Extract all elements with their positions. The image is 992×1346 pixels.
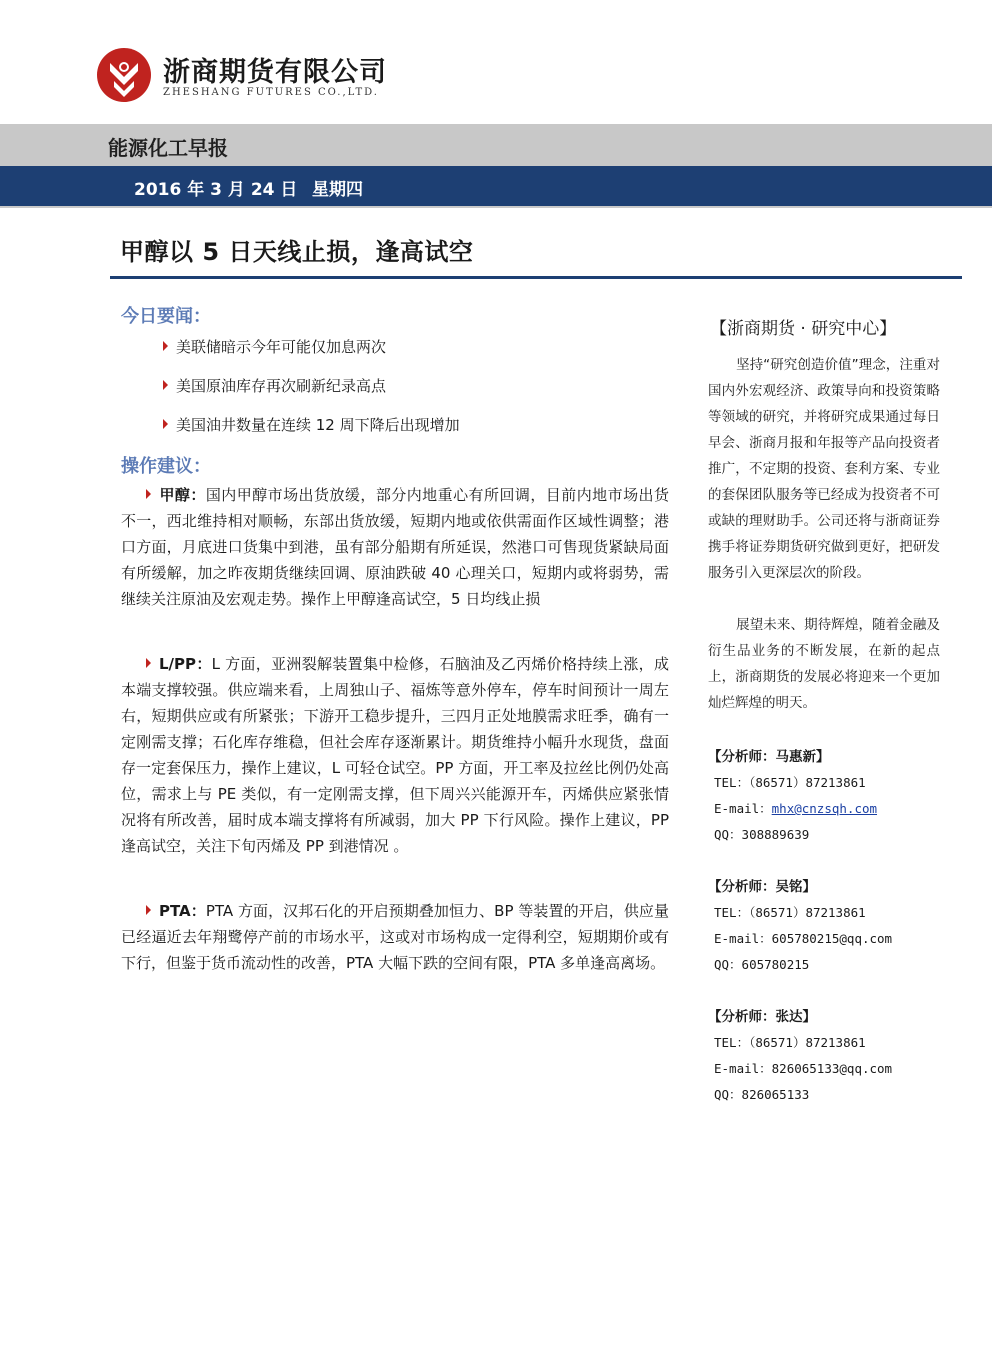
company-name-cn: 浙商期货有限公司 [163, 57, 387, 88]
headline-divider [110, 276, 962, 279]
analyst-tel: TEL：（86571）87213861 [714, 905, 866, 920]
research-center-outlook [708, 612, 940, 716]
company-name-en: ZHESHANG FUTURES CO.,LTD. [163, 87, 379, 98]
analyst-email-line [714, 1059, 892, 1077]
advice-text: 国内甲醇市场出货放缓，部分内地重心有所回调，目前内地市场出货不一，西北维持相对顺畅，东部出货放缓，短期内地或依供需面作区域性调整；港口方面，月底进口货集中到港，虽有部分船期有所延误，然港口可售现货紧缺局面有所缓解，加之昨夜期货继续回调、原油跌破 40 心理关口，短期内或将弱势，需继续关注原油及宏观走势。操作上甲醇逢高试空，5 日均线止损 [121, 486, 669, 608]
report-weekday: 星期四 [312, 180, 363, 200]
advice-lead: L/PP： [159, 655, 212, 673]
news-item [163, 375, 386, 396]
news-item-text: 美国原油库存再次刷新纪录高点 [176, 377, 387, 395]
analyst-qq: QQ：826065133 [714, 1087, 810, 1102]
analyst-name: 【分析师：吴铭】 [708, 879, 816, 895]
research-center-title: 【浙商期货 · 研究中心】 [710, 319, 897, 339]
email-label: E-mail： [714, 931, 772, 946]
advice-text: PTA 方面，汉邦石化的开启预期叠加恒力、BP 等装置的开启，供应量已经逼近去年翔鹭停产前的市场水平，这或对市场构成一定得利空，短期期价或有下行，但鉴于货币流动性的改善，PTA 大幅下跌的空间有限，PTA 多单逢高离场。 [121, 902, 670, 972]
bullet-arrow-icon [163, 419, 168, 429]
research-center-para: 坚持“研究创造价值”理念，注重对国内外宏观经济、政策导向和投资策略等领域的研究，并将研究成果通过每日早会、浙商月报和年报等产品向投资者推广，不定期的投资、套利方案、专业的套保团队服务等已经成为投资者不可或缺的理财助手。公司还将与浙商证券携手将证券期货研究做到更好，把研发服务引入更深层次的阶段。 [708, 357, 940, 581]
date-band [0, 166, 992, 208]
company-logo-icon [96, 47, 152, 103]
analyst-tel: TEL：（86571）87213861 [714, 775, 866, 790]
bullet-arrow-icon [146, 905, 151, 915]
news-item [163, 414, 460, 435]
analyst-email-line [714, 799, 877, 817]
analyst-qq: QQ：308889639 [714, 827, 810, 842]
analyst-qq: QQ：605780215 [714, 957, 810, 972]
email-label: E-mail： [714, 801, 772, 816]
bullet-arrow-icon [146, 658, 151, 668]
research-center-para: 展望未来、期待辉煌，随着金融及衍生品业务的不断发展，在新的起点上，浙商期货的发展必将迎来一个更加灿烂辉煌的明天。 [708, 617, 940, 711]
email-label: E-mail： [714, 1061, 772, 1076]
analyst-tel: TEL：（86571）87213861 [714, 1035, 866, 1050]
advice-text: L 方面，亚洲裂解装置集中检修，石脑油及乙丙烯价格持续上涨，成本端支撑较强。供应端来看，上周独山子、福炼等意外停车，停车时间预计一周左右，短期供应或有所紧张；下游开工稳步提升，三四月正处地膜需求旺季，确有一定刚需支撑；石化库存维稳，但社会库存逐渐累计。期货维持小幅升水现货，盘面存一定套保压力，操作上建议，L 可轻仓试空。PP 方面，开工率及拉丝比例仍处高位，需求上与 PE 类似，有一定刚需支撑，但下周兴兴能源开车，丙烯供应紧张情况将有所改善，届时成本端支撑将有所减弱，加大 PP 下行风险。操作上建议，PP 逢高试空，关注下旬丙烯及 PP 到港情况 。 [121, 655, 669, 855]
analyst-email: 605780215@qq.com [771, 931, 893, 946]
report-date: 2016 年 3 月 24 日 [134, 180, 298, 200]
analyst-email-line [714, 929, 892, 947]
analyst-name: 【分析师：马惠新】 [708, 749, 830, 765]
advice-paragraph-pta [121, 898, 669, 976]
research-center-intro [708, 352, 940, 586]
advice-lead: PTA： [159, 902, 206, 920]
bullet-arrow-icon [163, 341, 168, 351]
bullet-arrow-icon [163, 380, 168, 390]
report-type: 能源化工早报 [108, 136, 228, 160]
bullet-arrow-icon [146, 489, 151, 499]
news-item-text: 美联储暗示今年可能仅加息两次 [176, 338, 387, 356]
news-item-text: 美国油井数量在连续 12 周下降后出现增加 [176, 416, 460, 434]
news-section-title: 今日要闻： [121, 306, 211, 327]
advice-lead: 甲醇： [159, 486, 206, 504]
analyst-email-link[interactable]: mhx@cnzsqh.com [771, 801, 878, 816]
news-item [163, 336, 386, 357]
advice-section-title: 操作建议： [121, 456, 211, 477]
headline: 甲醇以 5 日天线止损，逢高试空 [120, 238, 474, 266]
analyst-email: 826065133@qq.com [771, 1061, 893, 1076]
advice-paragraph-lpp [121, 651, 669, 859]
analyst-name: 【分析师：张达】 [708, 1009, 816, 1025]
advice-paragraph-methanol [121, 482, 669, 612]
report-type-band [0, 124, 992, 166]
